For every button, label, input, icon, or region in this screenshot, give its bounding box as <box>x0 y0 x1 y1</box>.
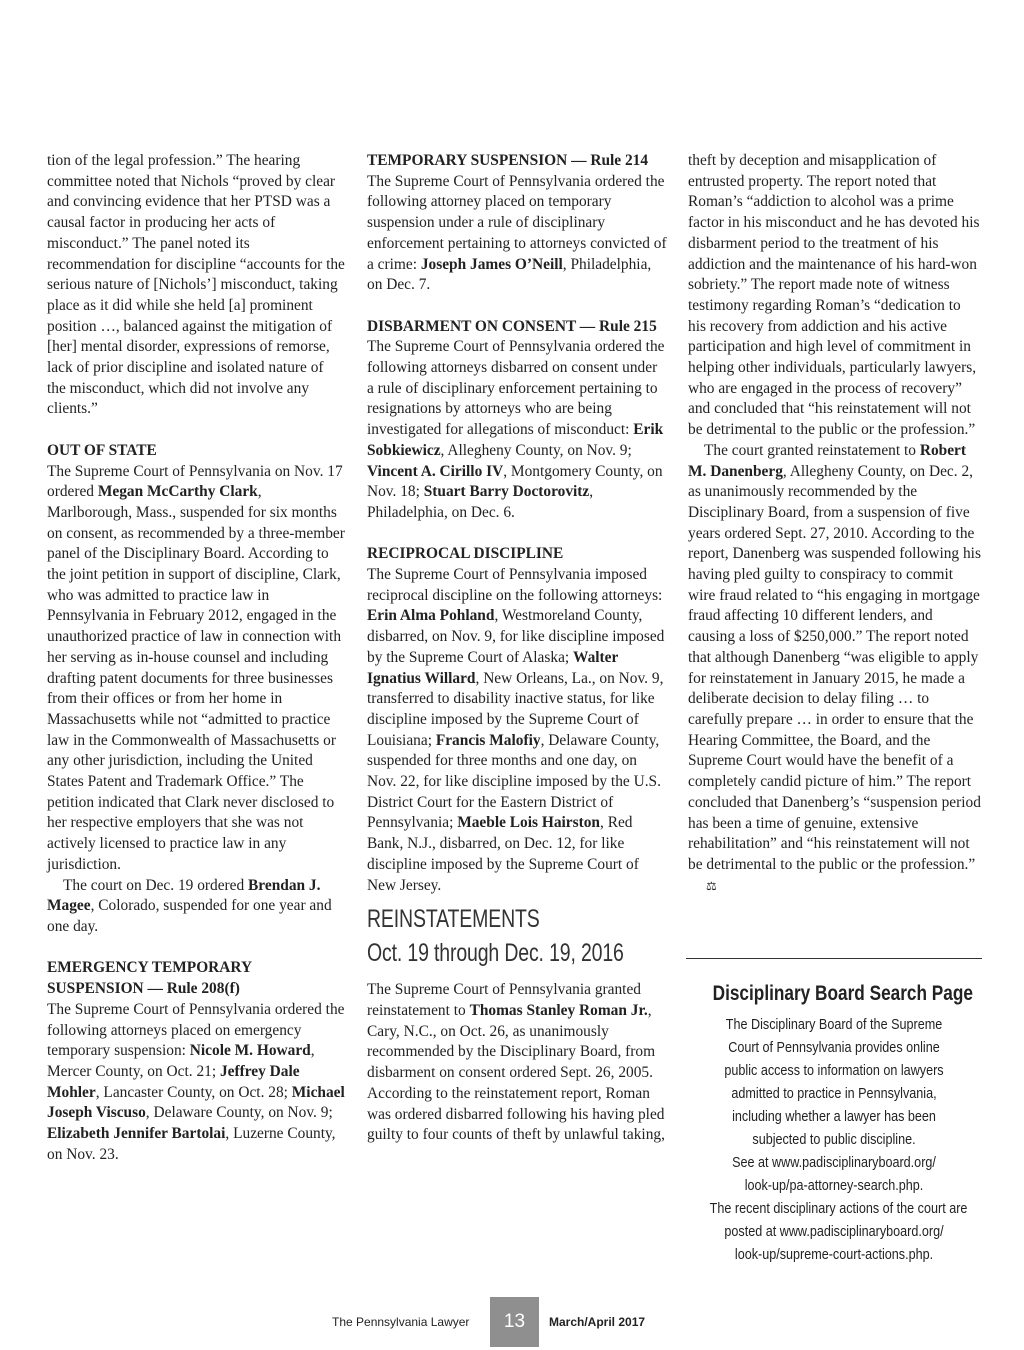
sidebar-title: Disciplinary Board Search Page <box>712 982 973 1005</box>
attorney-name: Erin Alma Pohland <box>367 607 495 625</box>
text: , Allegheny County, on Nov. 9; <box>440 441 632 459</box>
text: The Supreme Court of Pennsylvania imposed reciprocal discipline on the following attorneys: <box>367 566 663 604</box>
paragraph-danenberg <box>688 441 982 896</box>
heading-reciprocal-discipline: RECIPROCAL DISCIPLINE <box>367 545 564 563</box>
sidebar-body <box>709 1013 968 1266</box>
column-1 <box>47 151 345 1165</box>
paragraph-temporary <box>367 172 667 296</box>
text: , Colorado, suspended for one year and one day. <box>47 897 332 935</box>
attorney-name: Vincent A. Cirillo IV <box>367 462 504 480</box>
text: The Supreme Court of Pennsylvania ordered the following attorney placed on temporary suspension under a rule of disciplinary enforcement pertaining to attorneys convicted of a crime: <box>367 172 667 273</box>
section-title-reinstatements <box>367 902 667 970</box>
attorney-name: Stuart Barry Doctorovitz <box>423 483 590 501</box>
text: , Delaware County, on Nov. 9; <box>145 1104 333 1122</box>
attorney-name: Maeble Lois Hairston <box>457 814 600 832</box>
text: , Allegheny County, on Dec. 2, as unanimously recommended by the Disciplinary Board, from a suspension of five years ordered Sept. 27, 2010. According to the report, Danenberg was suspended following his having pled guilty to conspiracy to commit wire fraud related to “his engaging in mortgage fraud affecting 10 different lenders, and causing a loss of $250,000.” The report noted that although Danenberg “was eligible to apply for reinstatement in January 2015, he made a deliberate decision to delay filing … to carefully prepare … in order to ensure that the Hearing Committee, the Board, and the Supreme Court would have the benefit of a completely candid picture of him.” The report concluded that Danenberg’s “suspension period has been a time of genuine, extensive rehabilitation” and “his reinstatement will not be detrimental to the public or the profession.” <box>688 462 981 873</box>
text: , Delaware County, suspended for three months and one day, on Nov. 22, for like discipline imposed by the U.S. District Court for the Eastern District of Pennsylvania; <box>367 731 661 832</box>
text: , Philadelphia, on Dec. 7. <box>367 255 652 294</box>
paragraph-roman <box>367 980 667 1146</box>
section-title-line-2: Oct. 19 through Dec. 19, 2016 <box>367 939 624 968</box>
attorney-name: Erik Sobkiewicz <box>367 421 664 459</box>
section-title-line-1: REINSTATEMENTS <box>367 905 540 934</box>
attorney-name: Nicole M. Howard <box>189 1042 311 1060</box>
sidebar-line: admitted to practice in Pennsylvania, <box>731 1085 937 1102</box>
paragraph-reciprocal <box>367 565 667 896</box>
sidebar-line: The recent disciplinary actions of the court are <box>709 1200 968 1217</box>
paragraph-clark <box>47 462 345 876</box>
sidebar-link-line: look-up/supreme-court-actions.php. <box>734 1246 934 1263</box>
text: The Supreme Court of Pennsylvania on Nov. 17 ordered <box>47 462 343 501</box>
page-number: 13 <box>490 1297 539 1347</box>
heading-out-of-state: OUT OF STATE <box>47 441 157 459</box>
attorney-name: Elizabeth Jennifer Bartolai <box>47 1125 226 1143</box>
text: The Supreme Court of Pennsylvania ordered the following attorneys placed on emergency temporary suspension: <box>47 1000 345 1060</box>
heading-disbarment-consent: DISBARMENT ON CONSENT — Rule 215 <box>367 317 657 335</box>
text: , Westmoreland County, disbarred, on Nov. 9, for like discipline imposed by the Supreme Court of Alaska; <box>367 607 665 666</box>
paragraph-nichols: tion of the legal profession.” The hearing committee noted that Nichols “proved by clear and convincing evidence that her PTSD was a causal factor in producing her acts of misconduct.” The panel noted its recommendation for discipline “accounts for the serious nature of [Nichols’] misconduct, taking place as it did while she held [a] prominent position …, balanced against the mitigation of [her] mental disorder, expressions of remorse, lack of prior discipline and isolated nature of the misconduct, which did not involve any clients.” <box>47 152 345 418</box>
scales-of-justice-icon: ⚖ <box>706 878 717 893</box>
attorney-name: Francis Malofiy <box>435 731 541 749</box>
sidebar-line: The Disciplinary Board of the Supreme <box>725 1016 943 1033</box>
heading-emergency-suspension: EMERGENCY TEMPORARY SUSPENSION — Rule 208(f) <box>47 959 252 998</box>
attorney-name: Megan McCarthy Clark <box>97 483 258 501</box>
text: The Supreme Court of Pennsylvania granted reinstatement to <box>367 981 641 1019</box>
issue-date: March/April 2017 <box>549 1315 646 1329</box>
paragraph-roman-continued: theft by deception and misapplication of entrusted property. The report noted that Roman’s “addiction to alcohol was a prime factor in his misconduct and he has devoted his disbarment period to the treatment of his addiction and the maintenance of his hard-won sobriety.” The report made note of witness testimony regarding Roman’s “dedication to his recovery from addiction and his active participation and high level of commitment in helping other individuals, particularly lawyers, who are engaged in the process of recovery” and concluded that “his reinstatement will not be detrimental to the public or the profession.” <box>688 152 980 439</box>
attorney-name: Robert M. Danenberg <box>688 441 966 480</box>
paragraph-disbarment <box>367 337 667 523</box>
sidebar-link-line: posted at www.padisciplinaryboard.org/ <box>724 1223 944 1240</box>
attorney-name: Walter Ignatius Willard <box>367 648 619 687</box>
paragraph-emergency <box>47 1000 345 1166</box>
column-2 <box>367 151 667 1146</box>
sidebar-line: Court of Pennsylvania provides online <box>728 1039 940 1056</box>
attorney-name: Joseph James O’Neill <box>420 255 563 273</box>
text: , Luzerne County, on Nov. 23. <box>47 1125 336 1163</box>
attorney-name: Jeffrey Dale Mohler <box>47 1062 300 1101</box>
publication-name: The Pennsylvania Lawyer <box>332 1315 470 1329</box>
heading-temporary-suspension: TEMPORARY SUSPENSION — Rule 214 <box>367 152 649 169</box>
text: , New Orleans, La., on Nov. 9, transferred to disability inactive status, for like discipline imposed by the Supreme Court of Louisiana; <box>367 669 664 749</box>
sidebar-line: including whether a lawyer has been <box>732 1108 936 1125</box>
sidebar-link-line: look-up/pa-attorney-search.php. <box>744 1177 924 1194</box>
attorney-name: Brendan J. Magee <box>47 876 321 915</box>
attorney-name: Thomas Stanley Roman Jr. <box>469 1001 648 1019</box>
paragraph-magee <box>47 876 345 938</box>
text: , Philadelphia, on Dec. 6. <box>367 483 594 521</box>
text: , Marlborough, Mass., suspended for six months on consent, as recommended by a three-member panel of the Disciplinary Board. According to the joint petition in support of discipline, Clark, who was admitted to practice law in Pennsylvania in February 2012, engaged in the unauthorized practice of law in connection with her serving as in-house counsel and including drafting patent documents for three businesses from their offices or from her home in Massachusetts while not “admitted to practice law in the Commonwealth of Massachusetts or any other jurisdiction, including the United States Patent and Trademark Office.” The petition indicated that Clark never disclosed to her respective employers that she was not actively licensed to practice law in any jurisdiction. <box>47 483 345 873</box>
sidebar-line: public access to information on lawyers <box>724 1062 944 1079</box>
text: The Supreme Court of Pennsylvania ordered the following attorneys disbarred on consent under a rule of disciplinary enforcement pertaining to resignations by attorneys who are being investigated for allegations of misconduct: <box>367 338 665 439</box>
page-footer <box>0 1297 1024 1347</box>
text: The court granted reinstatement to <box>704 441 920 459</box>
text: , Red Bank, N.J., disbarred, on Dec. 12, for like discipline imposed by the Supreme Court of New Jersey. <box>367 814 639 894</box>
search-page-sidebar <box>686 958 982 1266</box>
text: , Lancaster County, on Oct. 28; <box>95 1083 292 1101</box>
attorney-name: Michael Joseph Viscuso <box>47 1083 345 1122</box>
text: , Mercer County, on Oct. 21; <box>47 1042 315 1080</box>
sidebar-link-line: See at www.padisciplinaryboard.org/ <box>732 1154 936 1171</box>
text: , Montgomery County, on Nov. 18; <box>367 462 663 501</box>
text: The court on Dec. 19 ordered <box>63 876 249 894</box>
sidebar-line: subjected to public discipline. <box>752 1131 916 1148</box>
text: , Cary, N.C., on Oct. 26, as unanimously recommended by the Disciplinary Board, from disbarment on consent ordered Sept. 26, 2005. According to the reinstatement report, Roman was ordered disbarred following his having pled guilty to four counts of theft by unlawful taking, <box>367 1001 665 1144</box>
column-3 <box>688 151 982 896</box>
